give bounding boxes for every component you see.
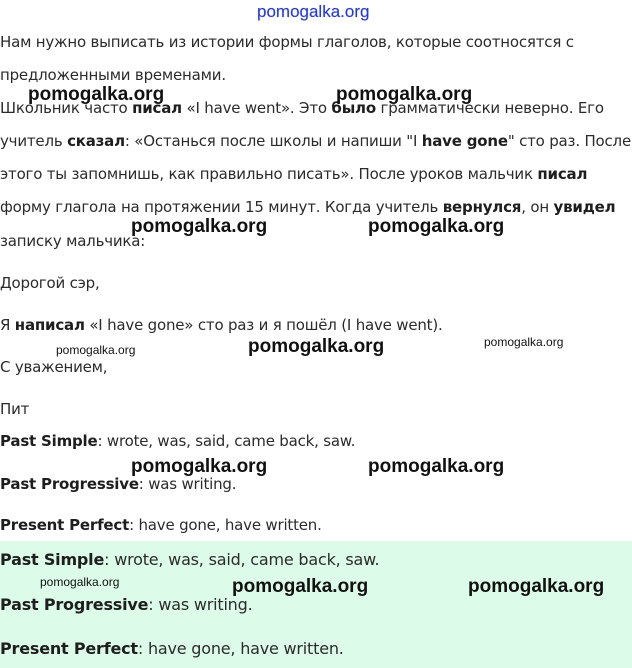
story-line: учитель сказал: «Останься после школы и напиши "I have gone" сто раз. После [0,132,631,150]
letter-greeting: Дорогой сэр, [0,274,100,292]
watermark: pomogalka.org [28,84,165,105]
highlighted-answer-line: Past Simple: wrote, was, said, came back, saw. [0,550,380,569]
watermark: pomogalka.org [40,575,120,589]
watermark: pomogalka.org [368,216,505,237]
watermark: pomogalka.org [131,216,268,237]
highlighted-answer-line: Present Perfect: have gone, have written. [0,639,344,658]
letter-signature: Пит [0,400,30,418]
watermark: pomogalka.org [368,456,505,477]
watermark: pomogalka.org [484,335,564,349]
watermark: pomogalka.org [257,2,370,21]
watermark: pomogalka.org [248,336,385,357]
answer-line: Present Perfect: have gone, have written. [0,516,322,534]
story-line: этого ты запомнишь, как правильно писать». После уроков мальчик писал [0,165,588,183]
story-line: форму глагола на протяжении 15 минут. Когда учитель вернулся, он увидел [0,198,616,216]
intro-line: Нам нужно выписать из истории формы глаголов, которые соотносятся с [0,33,574,51]
letter-closing: С уважением, [0,358,108,376]
answer-line: Past Simple: wrote, was, said, came back, saw. [0,432,356,450]
watermark: pomogalka.org [468,576,605,597]
story-line: записку мальчика: [0,232,146,250]
story-line: Школьник часто писал «I have went». Это было грамматически неверно. Его [0,99,604,117]
letter-body: Я написал «I have gone» сто раз и я пошёл (I have went). [0,316,443,334]
answer-line: Past Progressive: was writing. [0,475,237,493]
intro-line: предложенными временами. [0,66,226,84]
watermark: pomogalka.org [131,456,268,477]
watermark: pomogalka.org [336,84,473,105]
watermark: pomogalka.org [56,343,136,357]
watermark: pomogalka.org [232,576,369,597]
highlighted-answer-line: Past Progressive: was writing. [0,595,253,614]
